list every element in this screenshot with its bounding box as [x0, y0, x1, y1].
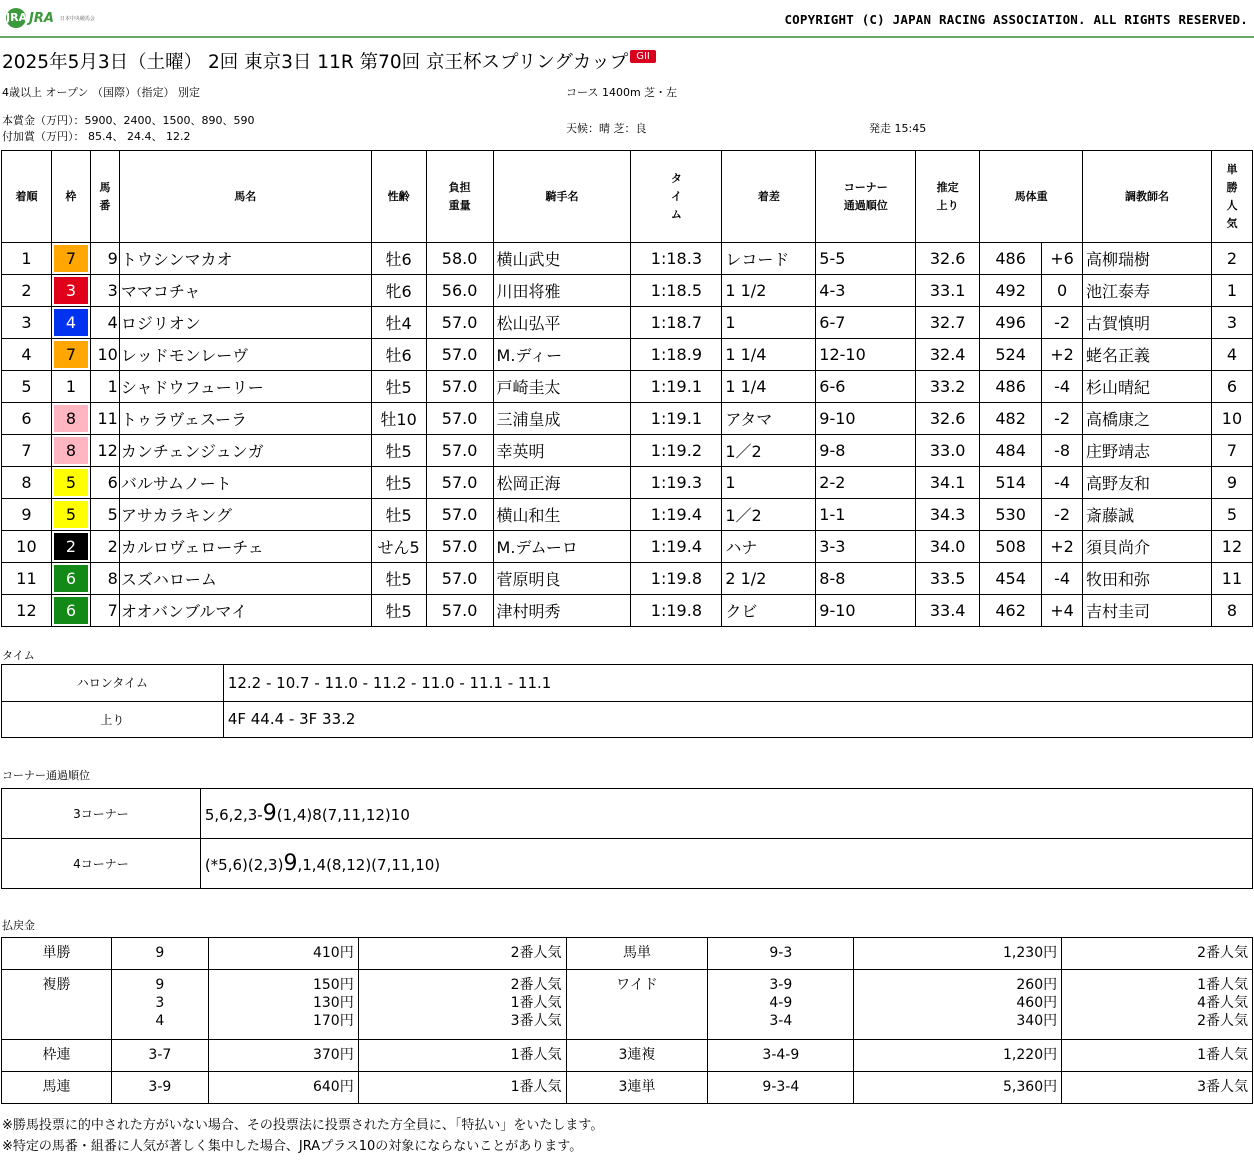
corner-positions: 9-10: [816, 403, 916, 435]
last-3f: 32.6: [916, 403, 980, 435]
sex-age: 牡4: [371, 307, 426, 339]
jockey-name: 幸英明: [493, 435, 631, 467]
carried-weight: 57.0: [426, 531, 493, 563]
corner-row-4: [2, 839, 1253, 889]
body-weight-diff: -4: [1042, 371, 1083, 403]
horse-name: レッドモンレーヴ: [119, 339, 371, 371]
body-weight: 486: [980, 371, 1042, 403]
payout-popularity: 1番人気 4番人気 2番人気: [1062, 970, 1253, 1040]
lap-label: ハロンタイム: [2, 665, 224, 702]
payout-numbers: 9-3: [708, 938, 854, 970]
col-jockey: 騎手名: [493, 151, 631, 243]
popularity: 10: [1211, 403, 1252, 435]
carried-weight: 57.0: [426, 371, 493, 403]
carried-weight: 57.0: [426, 499, 493, 531]
payout-amount: 1,230円: [854, 938, 1062, 970]
jockey-name: 横山和生: [493, 499, 631, 531]
last-3f: 34.0: [916, 531, 980, 563]
jockey-name: 松岡正海: [493, 467, 631, 499]
bet-type: 複勝: [2, 970, 112, 1040]
popularity: 7: [1211, 435, 1252, 467]
body-weight-diff: -2: [1042, 403, 1083, 435]
corner-order: [200, 789, 1252, 839]
results-table: [1, 150, 1253, 627]
lap-table: [1, 664, 1253, 738]
payout-numbers: 9: [111, 938, 208, 970]
waku-cell: [51, 403, 90, 435]
sex-age: 牡10: [371, 403, 426, 435]
payout-numbers: 9-3-4: [708, 1072, 854, 1104]
bet-type: 3連複: [566, 1040, 708, 1072]
popularity: 11: [1211, 563, 1252, 595]
payout-numbers: 3-4-9: [708, 1040, 854, 1072]
finish-time: 1:19.3: [631, 467, 722, 499]
body-weight: 524: [980, 339, 1042, 371]
jra-logo-sub: 日本中央競馬会: [59, 15, 95, 22]
added-prize: 付加賞（万円）： 85.4、 24.4、 12.2: [2, 130, 191, 143]
body-weight: 484: [980, 435, 1042, 467]
prize-money: 本賞金（万円）：5900、2400、1500、890、590: [2, 114, 255, 127]
bet-type: 馬単: [566, 938, 708, 970]
horse-name: スズハローム: [119, 563, 371, 595]
finish-time: 1:18.7: [631, 307, 722, 339]
result-row: [2, 371, 1253, 403]
waku-cell: [51, 307, 90, 339]
trainer-name: 牧田和弥: [1083, 563, 1212, 595]
result-row: [2, 467, 1253, 499]
finish-time: 1:19.8: [631, 563, 722, 595]
race-conditions: 4歳以上 オープン （国際）（指定） 別定: [2, 86, 200, 99]
payout-amount: 150円 130円 170円: [208, 970, 358, 1040]
waku-number: 6: [54, 565, 88, 592]
jockey-name: 川田将雅: [493, 275, 631, 307]
corner-positions: 5-5: [816, 243, 916, 275]
margin: 1: [722, 307, 816, 339]
horse-name: トゥラヴェスーラ: [119, 403, 371, 435]
corner-positions: 1-1: [816, 499, 916, 531]
body-weight: 486: [980, 243, 1042, 275]
horse-name: オオバンブルマイ: [119, 595, 371, 627]
carried-weight: 57.0: [426, 403, 493, 435]
trainer-name: 須貝尚介: [1083, 531, 1212, 563]
copyright: COPYRIGHT (C) JAPAN RACING ASSOCIATION. ALL RIGHTS RESERVED.: [784, 12, 1248, 27]
corner-positions: 12-10: [816, 339, 916, 371]
payout-popularity: 2番人気 1番人気 3番人気: [358, 970, 566, 1040]
sex-age: 牡5: [371, 595, 426, 627]
place: 6: [2, 403, 52, 435]
last-3f: 32.4: [916, 339, 980, 371]
col-horse-name: 馬名: [119, 151, 371, 243]
horse-number: 9: [90, 243, 119, 275]
corner-label: 4コーナー: [2, 839, 201, 889]
col-corner: コーナー 通過順位: [816, 151, 916, 243]
payout-amount: 640円: [208, 1072, 358, 1104]
waku-cell: [51, 563, 90, 595]
payout-row: [2, 1072, 1253, 1104]
body-weight-diff: -8: [1042, 435, 1083, 467]
margin: 2 1/2: [722, 563, 816, 595]
col-place: 着順: [2, 151, 52, 243]
horse-number: 5: [90, 499, 119, 531]
jockey-name: 菅原明良: [493, 563, 631, 595]
jra-logo-icon: JRA: [6, 8, 26, 28]
horse-number: 12: [90, 435, 119, 467]
last-3f: 33.1: [916, 275, 980, 307]
body-weight: 508: [980, 531, 1042, 563]
body-weight-diff: +4: [1042, 595, 1083, 627]
margin: レコード: [722, 243, 816, 275]
trainer-name: 高野友和: [1083, 467, 1212, 499]
payout-numbers: 3-9: [111, 1072, 208, 1104]
popularity: 8: [1211, 595, 1252, 627]
page-header: [0, 0, 1254, 38]
place: 3: [2, 307, 52, 339]
finish-time: 1:19.2: [631, 435, 722, 467]
corner-section-title: コーナー通過順位: [2, 769, 90, 782]
payout-row: [2, 938, 1253, 970]
last-3f: 32.6: [916, 243, 980, 275]
finish-time: 1:18.9: [631, 339, 722, 371]
sex-age: 牡5: [371, 371, 426, 403]
results-body: [2, 243, 1253, 627]
lap-label: 上り: [2, 701, 224, 738]
result-row: [2, 307, 1253, 339]
corner-positions: 2-2: [816, 467, 916, 499]
col-margin: 着差: [722, 151, 816, 243]
carried-weight: 57.0: [426, 595, 493, 627]
waku-number: 8: [54, 437, 88, 464]
payout-row: [2, 970, 1253, 1040]
horse-name: ママコチャ: [119, 275, 371, 307]
jockey-name: 三浦皇成: [493, 403, 631, 435]
lap-value: 4F 44.4 - 3F 33.2: [223, 701, 1252, 738]
finish-time: 1:19.1: [631, 403, 722, 435]
col-popularity: 単 勝 人 気: [1211, 151, 1252, 243]
trainer-name: 斎藤誠: [1083, 499, 1212, 531]
waku-number: 5: [54, 469, 88, 496]
last-3f: 34.3: [916, 499, 980, 531]
result-row: [2, 339, 1253, 371]
last-3f: 33.2: [916, 371, 980, 403]
payout-popularity: 1番人気: [358, 1072, 566, 1104]
jockey-name: 戸崎圭太: [493, 371, 631, 403]
trainer-name: 高橋康之: [1083, 403, 1212, 435]
payout-numbers: 3-7: [111, 1040, 208, 1072]
popularity: 4: [1211, 339, 1252, 371]
corner-order-winner: 9: [283, 851, 298, 876]
horse-name: ロジリオン: [119, 307, 371, 339]
lap-value: 12.2 - 10.7 - 11.0 - 11.2 - 11.0 - 11.1 - 11.1: [223, 665, 1252, 702]
horse-name: カンチェンジュンガ: [119, 435, 371, 467]
race-title: [2, 48, 656, 74]
payout-popularity: 3番人気: [1062, 1072, 1253, 1104]
corner-positions: 6-6: [816, 371, 916, 403]
payout-amount: 5,360円: [854, 1072, 1062, 1104]
sex-age: 牡6: [371, 243, 426, 275]
jra-logo[interactable]: [6, 8, 95, 28]
corner-label: 3コーナー: [2, 789, 201, 839]
carried-weight: 57.0: [426, 307, 493, 339]
weather: 天候：晴 芝：良: [566, 122, 647, 135]
place: 1: [2, 243, 52, 275]
margin: アタマ: [722, 403, 816, 435]
carried-weight: 56.0: [426, 275, 493, 307]
carried-weight: 57.0: [426, 467, 493, 499]
last-3f: 32.7: [916, 307, 980, 339]
payout-popularity: 1番人気: [358, 1040, 566, 1072]
waku-cell: [51, 467, 90, 499]
lap-row-furlong: [2, 665, 1253, 702]
sex-age: 牡6: [371, 339, 426, 371]
payout-numbers: 3-9 4-9 3-4: [708, 970, 854, 1040]
result-row: [2, 275, 1253, 307]
waku-number: 7: [54, 245, 88, 272]
trainer-name: 高柳瑞樹: [1083, 243, 1212, 275]
corner-order-post: (1,4)8(7,11,12)10: [276, 806, 410, 824]
margin: 1／2: [722, 499, 816, 531]
results-header-row: [2, 151, 1253, 243]
last-3f: 33.5: [916, 563, 980, 595]
jra-logo-text: JRA: [29, 10, 54, 26]
waku-number: 8: [54, 405, 88, 432]
corner-order-winner: 9: [262, 801, 277, 826]
payout-section-title: 払戻金: [2, 919, 35, 932]
waku-number: 3: [54, 277, 88, 304]
corner-order: [200, 839, 1252, 889]
result-row: [2, 563, 1253, 595]
popularity: 6: [1211, 371, 1252, 403]
corner-positions: 9-10: [816, 595, 916, 627]
result-row: [2, 595, 1253, 627]
grade-badge: GII: [630, 50, 656, 63]
col-weight: 負担 重量: [426, 151, 493, 243]
waku-number: 2: [54, 533, 88, 560]
body-weight: 482: [980, 403, 1042, 435]
sex-age: 牡5: [371, 435, 426, 467]
col-time: タ イ ム: [631, 151, 722, 243]
jockey-name: M.デムーロ: [493, 531, 631, 563]
horse-name: アサカラキング: [119, 499, 371, 531]
carried-weight: 57.0: [426, 435, 493, 467]
place: 8: [2, 467, 52, 499]
horse-number: 8: [90, 563, 119, 595]
trainer-name: 古賀慎明: [1083, 307, 1212, 339]
popularity: 1: [1211, 275, 1252, 307]
last-3f: 34.1: [916, 467, 980, 499]
popularity: 2: [1211, 243, 1252, 275]
trainer-name: 吉村圭司: [1083, 595, 1212, 627]
last-3f: 33.4: [916, 595, 980, 627]
place: 11: [2, 563, 52, 595]
col-trainer: 調教師名: [1083, 151, 1212, 243]
horse-name: バルサムノート: [119, 467, 371, 499]
waku-cell: [51, 435, 90, 467]
jockey-name: 横山武史: [493, 243, 631, 275]
col-sex-age: 性齢: [371, 151, 426, 243]
carried-weight: 58.0: [426, 243, 493, 275]
finish-time: 1:19.1: [631, 371, 722, 403]
waku-number: 1: [54, 373, 88, 400]
horse-name: カルロヴェローチェ: [119, 531, 371, 563]
margin: 1 1/4: [722, 339, 816, 371]
margin: 1／2: [722, 435, 816, 467]
lap-section-title: タイム: [2, 649, 35, 662]
place: 2: [2, 275, 52, 307]
corner-order-pre: 5,6,2,3-: [204, 806, 263, 824]
carried-weight: 57.0: [426, 563, 493, 595]
place: 10: [2, 531, 52, 563]
margin: 1 1/4: [722, 371, 816, 403]
sex-age: 牝6: [371, 275, 426, 307]
place: 12: [2, 595, 52, 627]
corner-order-pre: (*5,6)(2,3): [204, 856, 284, 874]
col-last3f: 推定 上り: [916, 151, 980, 243]
corner-order-post: ,1,4(8,12)(7,11,10): [297, 856, 441, 874]
body-weight: 462: [980, 595, 1042, 627]
waku-number: 6: [54, 597, 88, 624]
payout-amount: 370円: [208, 1040, 358, 1072]
corner-positions: 9-8: [816, 435, 916, 467]
body-weight-diff: -4: [1042, 563, 1083, 595]
horse-number: 10: [90, 339, 119, 371]
sex-age: 牡5: [371, 563, 426, 595]
race-course: コース 1400m 芝・左: [566, 86, 678, 99]
body-weight-diff: +2: [1042, 339, 1083, 371]
trainer-name: 杉山晴紀: [1083, 371, 1212, 403]
bet-type: 単勝: [2, 938, 112, 970]
waku-number: 5: [54, 501, 88, 528]
body-weight: 454: [980, 563, 1042, 595]
jockey-name: 津村明秀: [493, 595, 631, 627]
lap-row-agari: [2, 701, 1253, 738]
result-row: [2, 531, 1253, 563]
waku-cell: [51, 531, 90, 563]
body-weight-diff: +2: [1042, 531, 1083, 563]
payout-amount: 260円 460円 340円: [854, 970, 1062, 1040]
margin: 1: [722, 467, 816, 499]
corner-positions: 6-7: [816, 307, 916, 339]
trainer-name: 庄野靖志: [1083, 435, 1212, 467]
note-tokubarai: ※勝馬投票に的中された方がいない場合、その投票法に投票された方全員に、「特払い」をいたします。: [2, 1118, 604, 1133]
race-title-text: 2025年5月3日（土曜） 2回 東京3日 11R 第70回 京王杯スプリングカップ: [2, 52, 629, 73]
carried-weight: 57.0: [426, 339, 493, 371]
margin: クビ: [722, 595, 816, 627]
payout-amount: 1,220円: [854, 1040, 1062, 1072]
payout-row: [2, 1040, 1253, 1072]
bet-type: ワイド: [566, 970, 708, 1040]
body-weight-diff: 0: [1042, 275, 1083, 307]
horse-number: 6: [90, 467, 119, 499]
margin: ハナ: [722, 531, 816, 563]
body-weight-diff: -2: [1042, 499, 1083, 531]
popularity: 9: [1211, 467, 1252, 499]
note-jra-plus10: ※特定の馬番・組番に人気が著しく集中した場合、JRAプラス10の対象にならないことがあります。: [2, 1139, 583, 1154]
finish-time: 1:18.5: [631, 275, 722, 307]
result-row: [2, 243, 1253, 275]
horse-number: 3: [90, 275, 119, 307]
payout-body: [2, 938, 1253, 1104]
body-weight: 492: [980, 275, 1042, 307]
waku-cell: [51, 499, 90, 531]
payout-popularity: 2番人気: [358, 938, 566, 970]
horse-number: 11: [90, 403, 119, 435]
corner-positions: 8-8: [816, 563, 916, 595]
waku-cell: [51, 243, 90, 275]
finish-time: 1:19.4: [631, 499, 722, 531]
sex-age: せん5: [371, 531, 426, 563]
place: 5: [2, 371, 52, 403]
sex-age: 牡5: [371, 467, 426, 499]
trainer-name: 池江泰寿: [1083, 275, 1212, 307]
waku-number: 4: [54, 309, 88, 336]
jockey-name: M.ディー: [493, 339, 631, 371]
margin: 1 1/2: [722, 275, 816, 307]
result-row: [2, 499, 1253, 531]
horse-name: トウシンマカオ: [119, 243, 371, 275]
body-weight-diff: -2: [1042, 307, 1083, 339]
finish-time: 1:18.3: [631, 243, 722, 275]
waku-cell: [51, 275, 90, 307]
payout-amount: 410円: [208, 938, 358, 970]
corner-positions: 3-3: [816, 531, 916, 563]
col-waku: 枠: [51, 151, 90, 243]
last-3f: 33.0: [916, 435, 980, 467]
popularity: 3: [1211, 307, 1252, 339]
place: 4: [2, 339, 52, 371]
place: 9: [2, 499, 52, 531]
finish-time: 1:19.4: [631, 531, 722, 563]
waku-cell: [51, 595, 90, 627]
horse-number: 1: [90, 371, 119, 403]
body-weight: 514: [980, 467, 1042, 499]
sex-age: 牡5: [371, 499, 426, 531]
corner-row-3: [2, 789, 1253, 839]
post-time: 発走 15:45: [869, 122, 927, 135]
popularity: 12: [1211, 531, 1252, 563]
corner-positions: 4-3: [816, 275, 916, 307]
waku-number: 7: [54, 341, 88, 368]
body-weight-diff: -4: [1042, 467, 1083, 499]
result-row: [2, 435, 1253, 467]
horse-name: シャドウフューリー: [119, 371, 371, 403]
popularity: 5: [1211, 499, 1252, 531]
col-body-weight: 馬体重: [980, 151, 1083, 243]
bet-type: 3連単: [566, 1072, 708, 1104]
corner-table: [1, 788, 1253, 889]
body-weight-diff: +6: [1042, 243, 1083, 275]
bet-type: 枠連: [2, 1040, 112, 1072]
result-row: [2, 403, 1253, 435]
jockey-name: 松山弘平: [493, 307, 631, 339]
bet-type: 馬連: [2, 1072, 112, 1104]
horse-number: 2: [90, 531, 119, 563]
trainer-name: 蛯名正義: [1083, 339, 1212, 371]
horse-number: 7: [90, 595, 119, 627]
finish-time: 1:19.8: [631, 595, 722, 627]
payout-numbers: 9 3 4: [111, 970, 208, 1040]
horse-number: 4: [90, 307, 119, 339]
waku-cell: [51, 339, 90, 371]
col-num: 馬 番: [90, 151, 119, 243]
waku-cell: [51, 371, 90, 403]
payout-table: [1, 937, 1253, 1104]
body-weight: 496: [980, 307, 1042, 339]
place: 7: [2, 435, 52, 467]
body-weight: 530: [980, 499, 1042, 531]
payout-popularity: 2番人気: [1062, 938, 1253, 970]
payout-popularity: 1番人気: [1062, 1040, 1253, 1072]
